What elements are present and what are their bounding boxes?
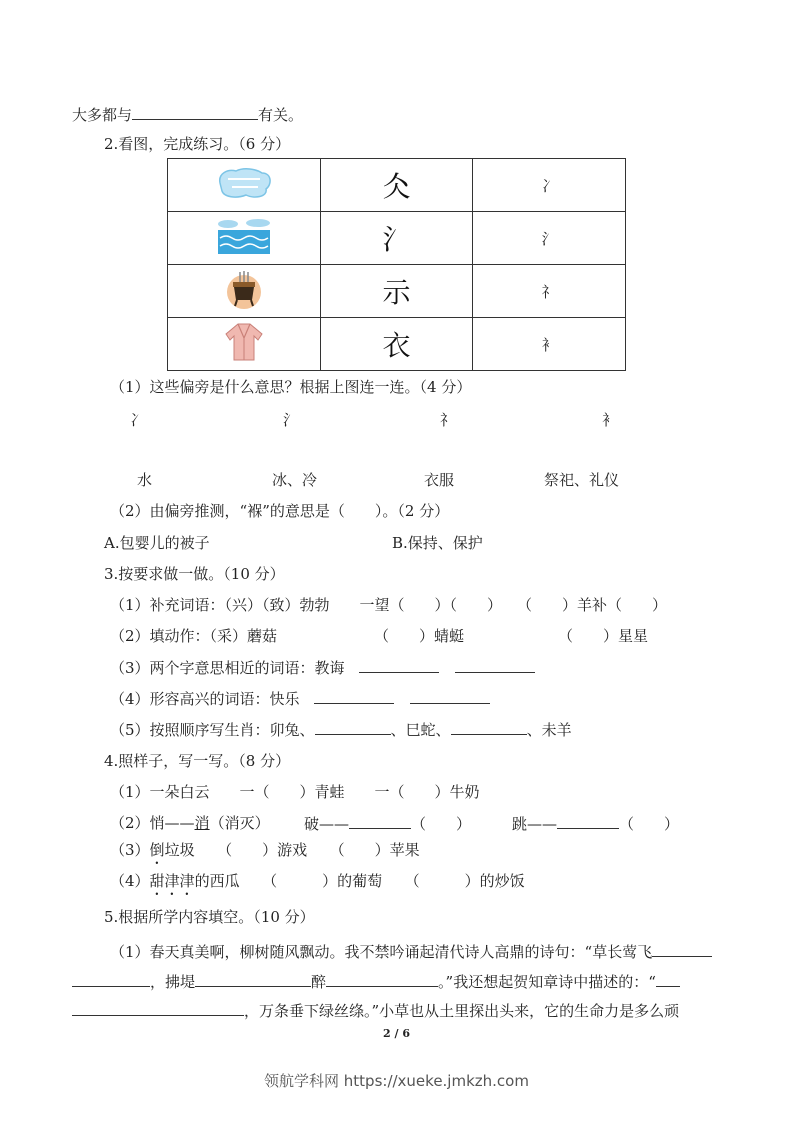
radical-item[interactable]: 氵 [283,411,299,429]
option-a[interactable]: A.包婴儿的被子 [104,534,210,552]
ritual-vessel-image [222,268,266,310]
question-5-1-cont: ，拂堤 醉 。”我还想起贺知章诗中描述的：“ [72,971,680,992]
text-line: 大多都与 有关。 [72,106,304,124]
radical: 礻 [541,282,557,301]
question-5-1: （1）春天真美啊，柳树随风飘动。我不禁吟诵起清代诗人高鼎的诗句：“草长莺飞 [110,941,712,962]
question-3-2: （2）填动作：（采）蘑菇 [110,627,278,645]
question-3-4: （4）形容高兴的词语：快乐 [110,688,490,709]
meaning-item[interactable]: 冰、冷 [272,471,318,489]
ancient-character: 仌 [382,170,411,203]
radical-item[interactable]: 衤 [602,411,618,429]
question-3-title: 3.按要求做一做。（10 分） [104,565,285,583]
question-4-2-c: 跳—— （ ） [512,815,680,833]
meaning-item[interactable]: 水 [137,471,153,489]
blank[interactable] [359,657,439,673]
ancient-character: 示 [382,276,411,309]
question-4-3: （3）倒垃圾 （ ）游戏 （ ）苹果 [110,841,420,859]
radical-item[interactable]: 礻 [440,411,456,429]
blank[interactable] [314,688,394,704]
question-4-2-b: 破—— （ ） [304,815,472,833]
ancient-character: 衣 [382,329,411,362]
page-number: 2 / 6 [383,1027,410,1040]
question-2-2: （2）由偏旁推测，“褓”的意思是（ ）。（2 分） [110,502,450,520]
blank[interactable] [326,971,438,987]
table-row [168,212,626,265]
ancient-character: 氵 [382,223,411,256]
table-row [168,265,626,318]
question-3-5: （5）按照顺序写生肖：卯兔、 、巳蛇、 、未羊 [110,721,572,739]
blank[interactable] [72,1000,244,1016]
radical: 衤 [541,335,557,354]
blank[interactable] [652,941,712,957]
blank[interactable] [72,971,150,987]
blank[interactable] [315,719,391,735]
question-3-2-c: （ ）星星 [558,627,649,645]
radical: 氵 [541,229,557,248]
question-5-1-cont2: ，万条垂下绿丝绦。”小草也从土里探出头来，它的生命力是多么顽 [72,1000,679,1021]
question-4-title: 4.照样子，写一写。（8 分） [104,752,291,770]
blank[interactable] [195,971,311,987]
question-2-title: 2.看图，完成练习。（6 分） [104,135,291,153]
blank[interactable] [455,657,535,673]
radical: 冫 [541,176,557,195]
question-4-4: （4）甜津津的西瓜 （ ）的葡萄 （ ）的炒饭 [110,872,525,890]
ice-block-image [214,165,274,201]
radical-item[interactable]: 冫 [130,411,146,429]
question-3-2-b: （ ）蜻蜓 [374,627,465,645]
blank[interactable] [557,813,619,829]
question-2-1: （1）这些偏旁是什么意思？根据上图连一连。（4 分） [110,378,472,396]
blank[interactable] [132,104,258,120]
question-3-3: （3）两个字意思相近的词语：教诲 [110,657,535,678]
footer-watermark: 领航学科网 https://xueke.jmkzh.com [264,1072,529,1090]
table-row [168,318,626,371]
blank[interactable] [451,719,527,735]
option-b[interactable]: B.保持、保护 [392,534,483,552]
blank[interactable] [410,688,490,704]
question-5-title: 5.根据所学内容填空。（10 分） [104,908,315,926]
blank[interactable] [656,971,680,987]
meaning-item[interactable]: 祭祀、礼仪 [544,471,620,489]
question-4-2: （2）悄——消（消灭） [110,814,270,832]
question-3-1: （1）补充词语：（兴）（致）勃勃 一望（ ）（ ） （ ）羊补（ ） [110,596,668,614]
meaning-item[interactable]: 衣服 [424,471,455,489]
table-row [168,159,626,212]
question-4-1: （1）一朵白云 一（ ）青蛙 一（ ）牛奶 [110,783,480,801]
radical-figure-table [167,158,626,371]
water-image [214,216,274,256]
blank[interactable] [349,813,411,829]
robe-image [222,320,266,364]
